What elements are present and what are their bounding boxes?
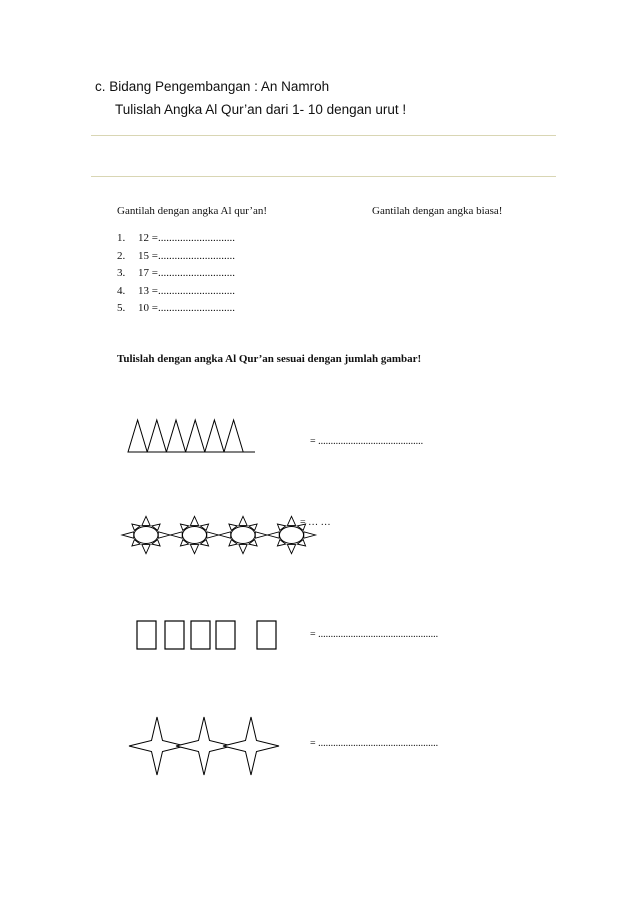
sun-ray <box>239 516 247 525</box>
triangle-shape <box>128 420 147 452</box>
triangle-shape <box>205 420 224 452</box>
section-instruction: Tulislah Angka Al Qur’an dari 1- 10 dengan urut ! <box>115 102 407 117</box>
sun-ray <box>219 532 231 538</box>
item-text: 13 =............................ <box>138 284 235 297</box>
sun-group <box>122 516 316 553</box>
sun-ray <box>142 516 150 525</box>
sun-body <box>231 527 255 544</box>
item-text: 10 =............................ <box>138 302 235 314</box>
star-group <box>129 717 279 775</box>
answer-line-squares: = ................................................ <box>310 629 439 640</box>
sun-ray <box>122 532 134 538</box>
sun-ray <box>142 545 150 554</box>
triangle-shape <box>166 420 185 452</box>
answer-line-stars: = ................................................ <box>310 738 439 749</box>
sun-body <box>134 527 158 544</box>
square-shape <box>165 621 184 649</box>
star-shape <box>223 717 279 775</box>
square-group <box>137 621 276 649</box>
sun-ray <box>171 532 183 538</box>
item-number: 3. <box>117 267 126 279</box>
sun-ray <box>190 545 198 554</box>
square-shape <box>216 621 235 649</box>
triangle-shape <box>224 420 243 452</box>
sun-body <box>280 527 304 544</box>
triangle-shape <box>147 420 166 452</box>
item-number: 1. <box>117 232 126 244</box>
sun-shape <box>171 516 219 553</box>
sun-shape <box>122 516 170 553</box>
sun-ray <box>287 545 295 554</box>
item-text: 17 =............................ <box>138 267 235 279</box>
section-heading: c. Bidang Pengembangan : An Namroh <box>95 79 330 94</box>
answer-line-suns: = … … <box>300 517 331 528</box>
triangle-shape <box>186 420 205 452</box>
sun-ray <box>287 516 295 525</box>
square-shape <box>191 621 210 649</box>
sun-ray <box>255 532 267 538</box>
sun-shape <box>219 516 267 553</box>
sun-ray <box>268 532 280 538</box>
item-number: 5. <box>117 302 126 314</box>
sun-ray <box>304 532 316 538</box>
sun-ray <box>207 532 219 538</box>
square-shape <box>257 621 276 649</box>
item-text: 12 =............................ <box>138 232 235 244</box>
instruction-arabic-numerals: Gantilah dengan angka Al qur’an! <box>117 205 268 217</box>
item-number: 2. <box>117 249 126 262</box>
square-shape <box>137 621 156 649</box>
triangle-group <box>128 420 255 452</box>
sun-body <box>183 527 207 544</box>
sun-ray <box>158 532 170 538</box>
item-number: 4. <box>117 284 126 297</box>
item-text: 15 =............................ <box>138 249 235 262</box>
sun-ray <box>190 516 198 525</box>
answer-line-triangles: = .......................................... <box>310 436 424 447</box>
sun-ray <box>239 545 247 554</box>
counting-instruction: Tulislah dengan angka Al Qur’an sesuai dengan jumlah gambar! <box>117 353 422 365</box>
instruction-regular-numerals: Gantilah dengan angka biasa! <box>372 205 503 217</box>
